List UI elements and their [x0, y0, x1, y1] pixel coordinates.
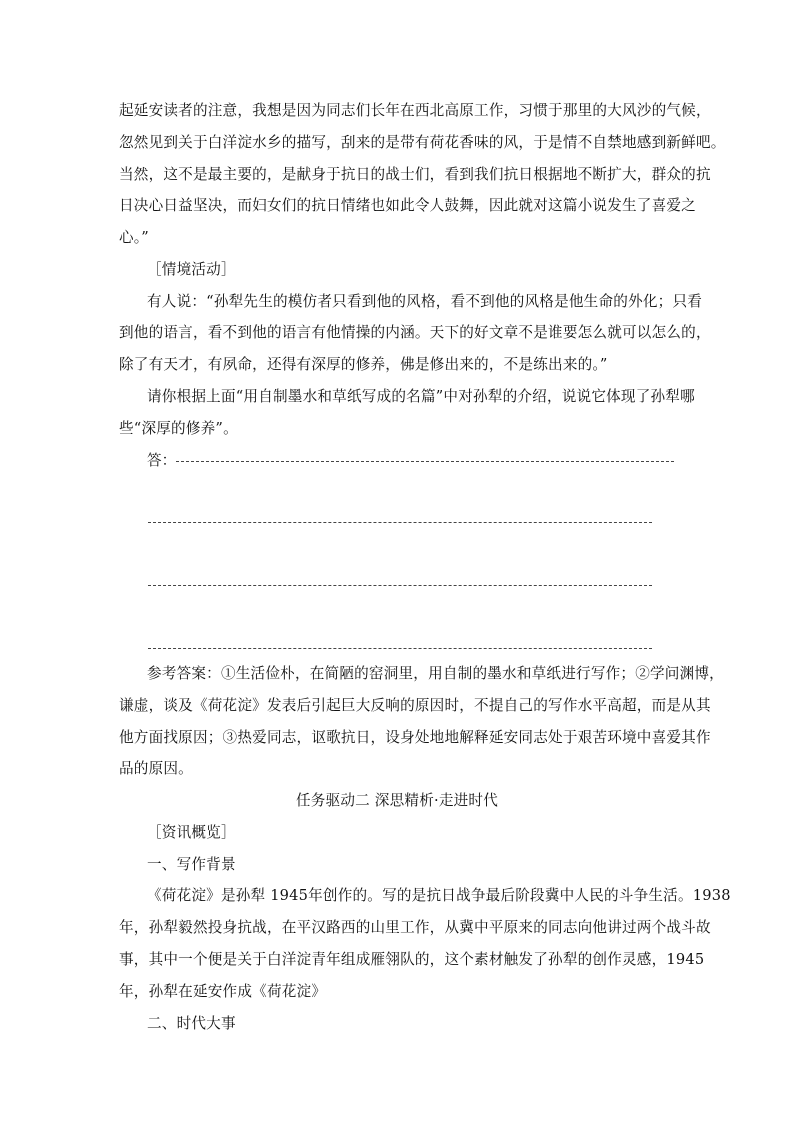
text-line: 除了有天才，有夙命，还得有深厚的修养，佛是修出来的，不是练出来的。”: [119, 356, 608, 373]
activity-label: ［情境活动］: [147, 261, 236, 278]
question-line: 请你根据上面“用自制墨水和草纸写成的名篇”中对孙犁的介绍，说说它体现了孙犁哪: [147, 388, 695, 405]
text-line: 年，孙犁在延安作成《荷花淀》: [119, 983, 327, 1000]
reference-answer-line: 品的原因。: [119, 760, 193, 777]
reference-answer-line: 他方面找原因；③热爱同志，讴歌抗日，设身处地地解释延安同志处于艰苦环境中喜爱其作: [119, 729, 711, 746]
answer-line: [148, 648, 652, 649]
answer-label: 答：: [147, 452, 177, 469]
text-line: 《荷花淀》是孙犁 1945年创作的。写的是抗日战争最后阶段冀中人民的斗争生活。1938: [147, 887, 731, 904]
reference-answer-line: 参考答案：①生活俭朴，在简陋的窑洞里，用自制的墨水和草纸进行写作；②学问渊博，: [147, 665, 724, 682]
reference-answer-line: 谦虚，谈及《荷花淀》发表后引起巨大反响的原因时，不提自己的写作水平高超，而是从其: [119, 697, 711, 714]
text-line: 有人说：“孙犁先生的模仿者只看到他的风格，看不到他的风格是他生命的外化；只看: [147, 293, 703, 310]
answer-line: [176, 461, 674, 462]
text-line: 心。”: [119, 229, 149, 246]
text-line: 事，其中一个便是关于白洋淀青年组成雁翎队的，这个素材触发了孙犁的创作灵感，1945: [119, 951, 705, 968]
question-line: 些“深厚的修养”。: [119, 420, 238, 437]
section-title: 任务驱动二 深思精析·走进时代: [296, 792, 498, 809]
heading-events: 二、时代大事: [147, 1015, 236, 1032]
text-line: 忽然见到关于白洋淀水乡的描写，刮来的是带有荷花香味的风，于是情不自禁地感到新鲜吧。: [119, 134, 726, 151]
answer-line: [148, 522, 652, 523]
info-label: ［资讯概览］: [147, 824, 236, 841]
text-line: 到他的语言，看不到他的语言有他情操的内涵。天下的好文章不是谁要怎么就可以怎么的，: [119, 324, 711, 341]
answer-line: [148, 585, 652, 586]
text-line: 日决心日益坚决，而妇女们的抗日情绪也如此令人鼓舞，因此就对这篇小说发生了喜爱之: [119, 197, 696, 214]
heading-background: 一、写作背景: [147, 856, 236, 873]
text-line: 当然，这不是最主要的，是献身于抗日的战士们，看到我们抗日根据地不断扩大，群众的抗: [119, 166, 711, 183]
text-line: 起延安读者的注意，我想是因为同志们长年在西北高原工作，习惯于那里的大风沙的气候，: [119, 102, 711, 119]
text-line: 年，孙犁毅然投身抗战，在平汉路西的山里工作，从冀中平原来的同志向他讲过两个战斗故: [119, 919, 711, 936]
